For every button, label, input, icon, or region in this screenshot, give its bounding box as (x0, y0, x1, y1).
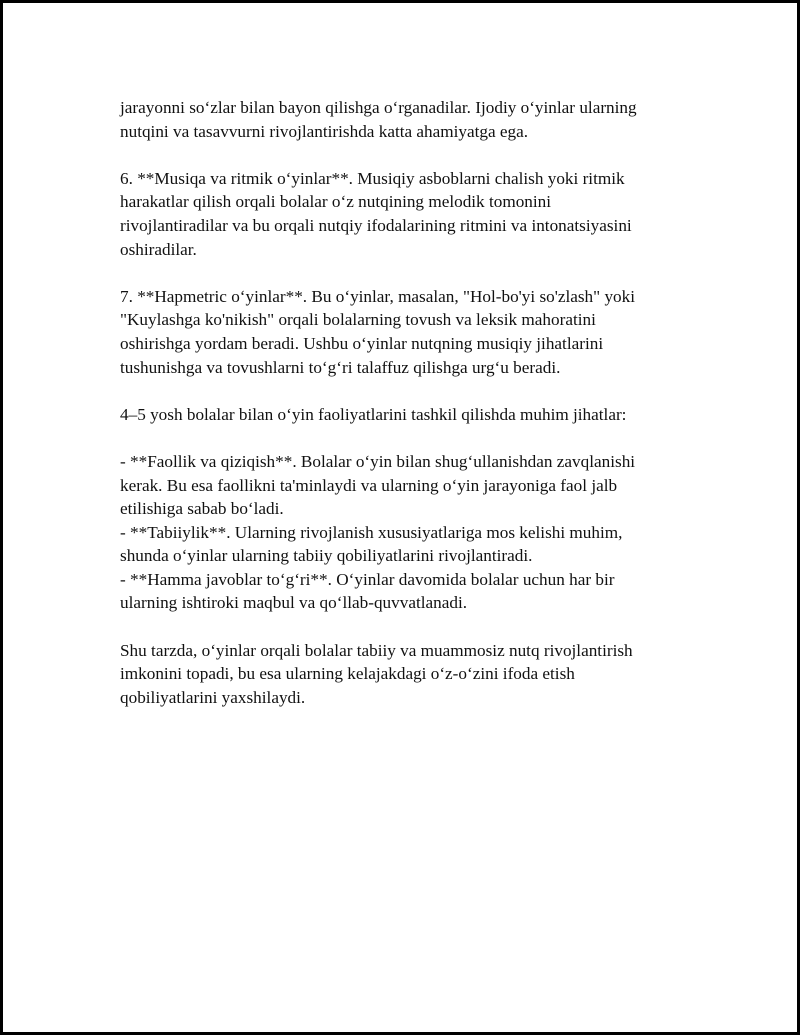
text-line: "Kuylashga ko'nikish" orqali bolalarning tovush va leksik mahoratini (120, 310, 596, 330)
paragraph-key-aspects-list (120, 450, 690, 615)
text-line: oshiradilar. (120, 239, 197, 259)
list-item-line: ularning ishtiroki maqbul va qo‘llab-quvvatlanadi. (120, 593, 468, 613)
text-line: 7. **Hapmetric o‘yinlar**. Bu o‘yinlar, masalan, "Hol-bo'yi so'zlash" yoki (120, 286, 636, 306)
text-line: imkonini topadi, bu esa ularning kelajakdagi o‘z-o‘zini ifoda etish (120, 664, 575, 684)
paragraph-key-aspects-heading (120, 403, 690, 427)
list-item-line: kerak. Bu esa faollikni ta'minlaydi va ularning o‘yin jarayoniga faol jalb (120, 475, 618, 495)
list-item-line: etilishiga sabab bo‘ladi. (120, 499, 284, 519)
text-line: oshirishga yordam beradi. Ushbu o‘yinlar nutqning musiqiy jihatlarini (120, 333, 604, 353)
text-line: qobiliyatlarini yaxshilaydi. (120, 687, 306, 707)
paragraph-conclusion (120, 639, 690, 710)
list-item-line: - **Hamma javoblar to‘g‘ri**. O‘yinlar davomida bolalar uchun har bir (120, 569, 615, 589)
paragraph-creative-games (120, 96, 690, 143)
list-item-line: shunda o‘yinlar ularning tabiiy qobiliyatlarini rivojlantiradi. (120, 546, 533, 566)
paragraph-hapmetric-games (120, 285, 690, 379)
text-line: 4–5 yosh bolalar bilan o‘yin faoliyatlarini tashkil qilishda muhim jihatlar: (120, 404, 627, 424)
text-line: harakatlar qilish orqali bolalar o‘z nutqining melodik tomonini (120, 192, 552, 212)
text-line: tushunishga va tovushlarni to‘g‘ri talaffuz qilishga urg‘u beradi. (120, 357, 561, 377)
list-item-line: - **Tabiiylik**. Ularning rivojlanish xususiyatlariga mos kelishi muhim, (120, 522, 623, 542)
text-line: 6. **Musiqa va ritmik o‘yinlar**. Musiqiy asboblarni chalish yoki ritmik (120, 168, 625, 188)
text-line: Shu tarzda, o‘yinlar orqali bolalar tabiiy va muammosiz nutq rivojlantirish (120, 640, 633, 660)
text-line: rivojlantiradilar va bu orqali nutqiy ifodalarining ritmini va intonatsiyasini (120, 215, 632, 235)
document-body (120, 96, 690, 709)
list-item-line: - **Faollik va qiziqish**. Bolalar o‘yin bilan shug‘ullanishdan zavqlanishi (120, 451, 636, 471)
text-line: nutqini va tasavvurni rivojlantirishda katta ahamiyatga ega. (120, 121, 529, 141)
text-line: jarayonni so‘zlar bilan bayon qilishga o‘rganadilar. Ijodiy o‘yinlar ularning (120, 98, 637, 117)
paragraph-music-rhythm-games (120, 167, 690, 261)
